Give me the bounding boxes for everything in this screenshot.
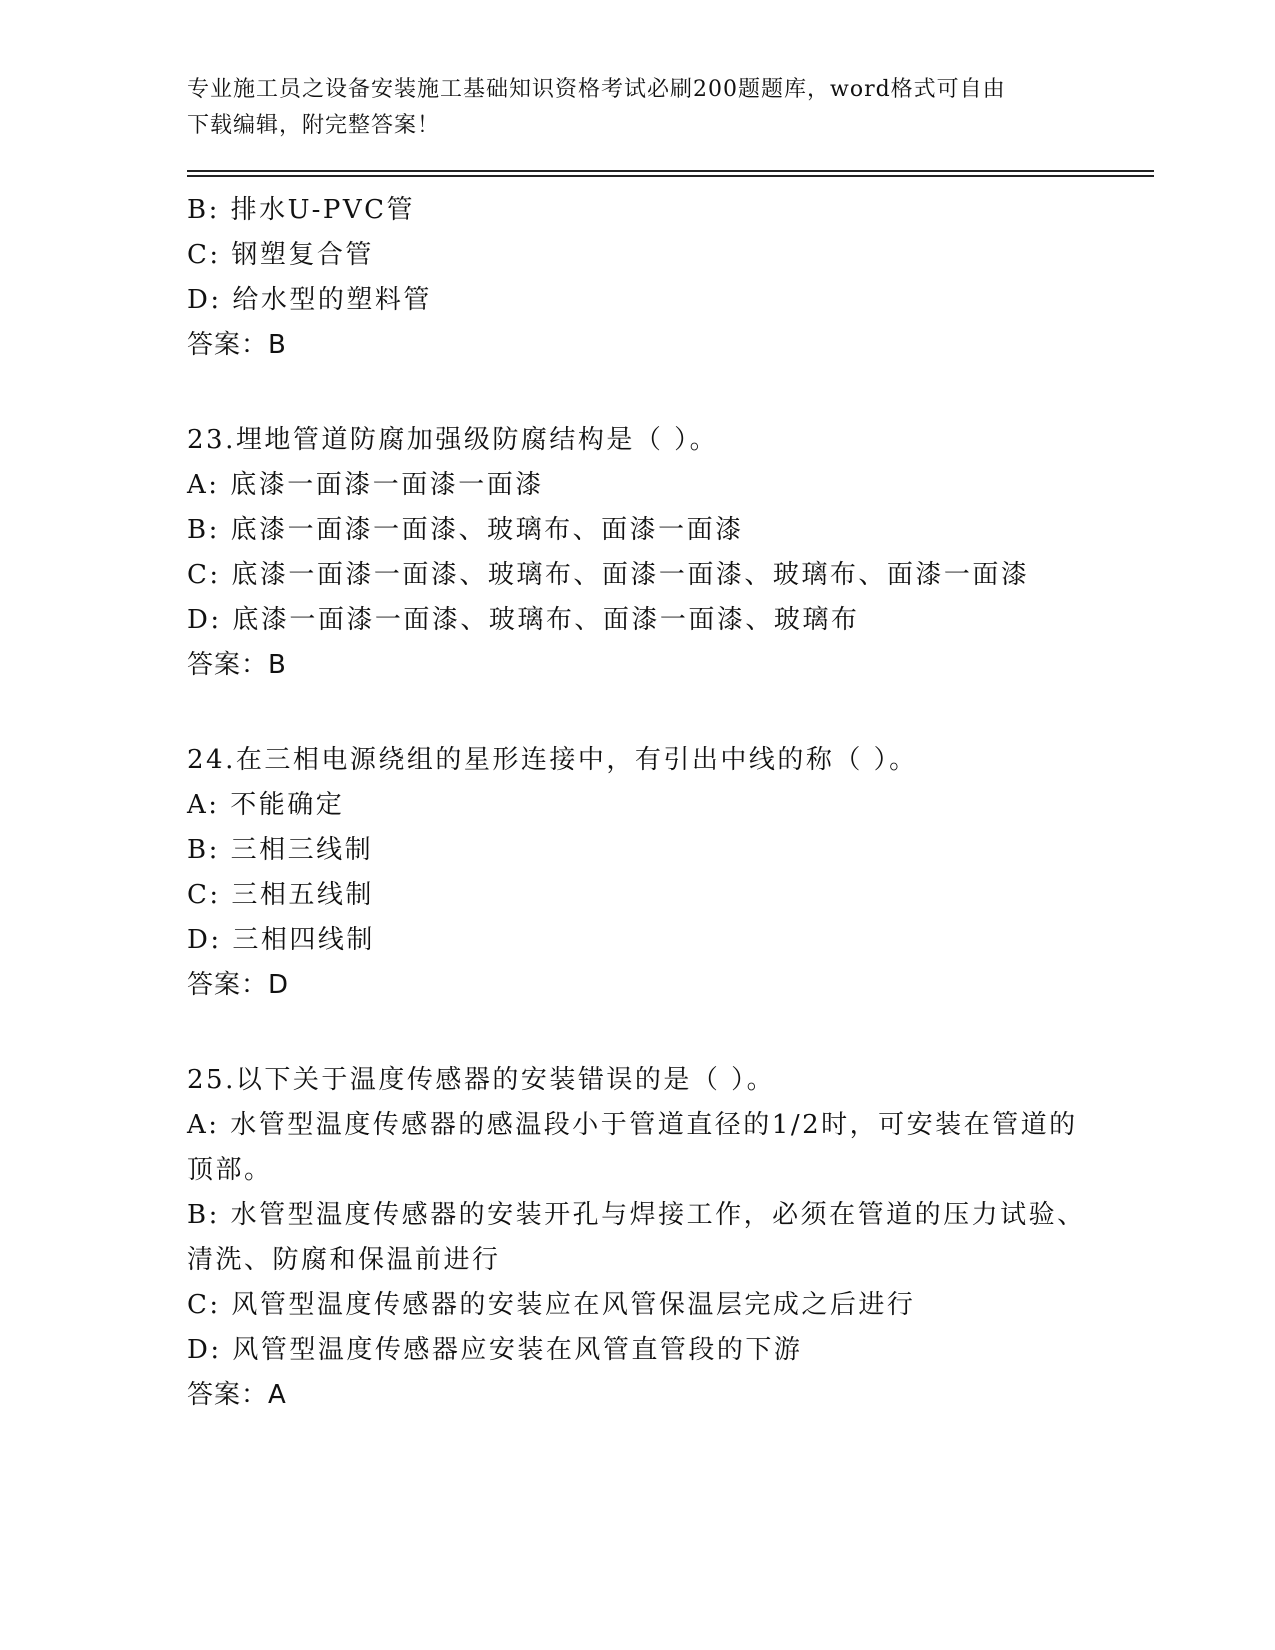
option-d: D: 底漆一面漆一面漆、玻璃布、面漆一面漆、玻璃布 (187, 605, 860, 635)
option-d: D: 给水型的塑料管 (187, 285, 432, 315)
answer-label: 答案：D (187, 970, 290, 1000)
option-d: D: 风管型温度传感器应安装在风管直管段的下游 (187, 1335, 803, 1365)
question-23 (187, 418, 1087, 688)
option-a: A: 底漆一面漆一面漆一面漆 (187, 470, 544, 500)
option-b: B: 底漆一面漆一面漆、玻璃布、面漆一面漆 (187, 515, 744, 545)
option-c: C: 三相五线制 (187, 880, 374, 910)
header-line-2: 下载编辑，附完整答案！ (187, 113, 441, 138)
option-c: C: 底漆一面漆一面漆、玻璃布、面漆一面漆、玻璃布、面漆一面漆 (187, 560, 1030, 590)
question-stem: 24.在三相电源绕组的星形连接中，有引出中线的称（ ）。 (187, 745, 918, 775)
question-25 (187, 1058, 1087, 1418)
question-list (187, 188, 1087, 1418)
document-header (187, 72, 1087, 144)
header-line-1: 专业施工员之设备安装施工基础知识资格考试必刷200题题库，word格式可自由 (187, 77, 1006, 102)
previous-question-tail (187, 188, 1087, 368)
option-b: B: 三相三线制 (187, 835, 374, 865)
question-24 (187, 738, 1087, 1008)
question-stem: 25.以下关于温度传感器的安装错误的是（ ）。 (187, 1065, 776, 1095)
option-c: C: 钢塑复合管 (187, 240, 374, 270)
header-rule-top (187, 170, 1154, 172)
option-a: A: 水管型温度传感器的感温段小于管道直径的1/2时，可安装在管道的顶部。 (187, 1110, 1078, 1185)
option-b: B: 水管型温度传感器的安装开孔与焊接工作，必须在管道的压力试验、清洗、防腐和保温前进行 (187, 1200, 1086, 1275)
answer-label: 答案：B (187, 650, 287, 680)
option-d: D: 三相四线制 (187, 925, 375, 955)
option-a: A: 不能确定 (187, 790, 345, 820)
option-b: B: 排水U-PVC管 (187, 195, 416, 225)
answer-label: 答案：B (187, 330, 287, 360)
question-stem: 23.埋地管道防腐加强级防腐结构是（ ）。 (187, 425, 719, 455)
header-rule-bottom (187, 175, 1154, 177)
answer-label: 答案：A (187, 1380, 287, 1410)
option-c: C: 风管型温度传感器的安装应在风管保温层完成之后进行 (187, 1290, 916, 1320)
